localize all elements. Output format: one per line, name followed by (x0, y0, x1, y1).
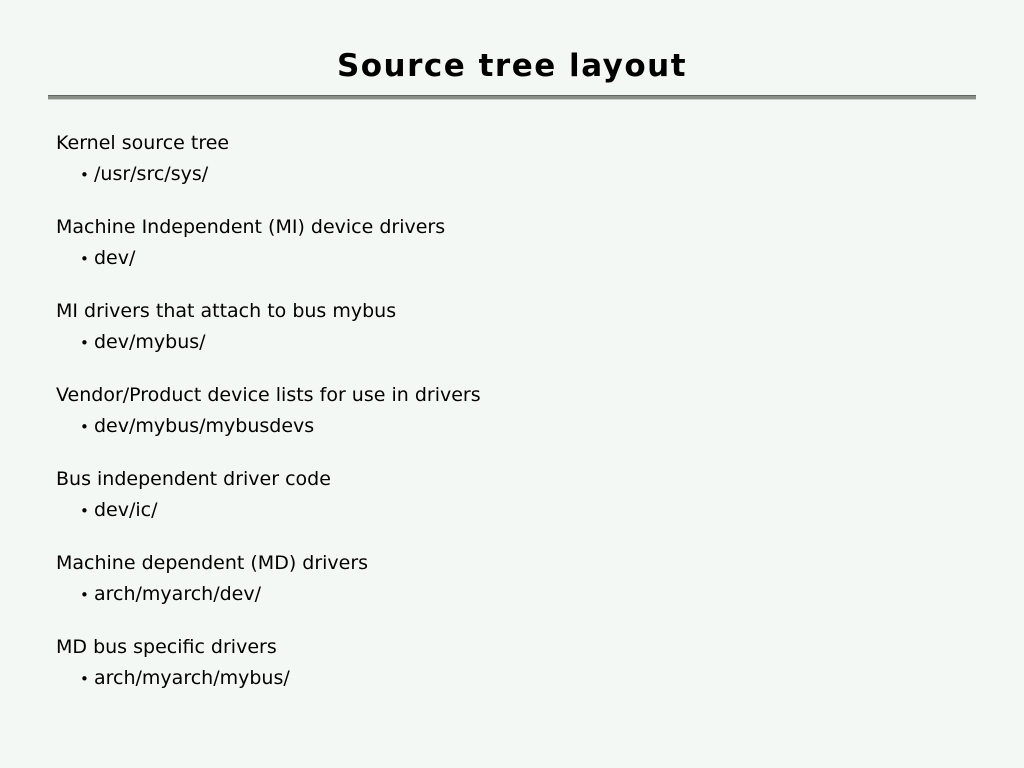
content-group (56, 214, 956, 272)
title-divider (48, 95, 976, 100)
group-heading: Bus independent driver code (56, 468, 331, 490)
group-heading: MI drivers that attach to bus mybus (56, 300, 397, 322)
list-item-label: arch/myarch/dev/ (94, 583, 262, 605)
group-heading: MD bus specific drivers (56, 636, 277, 658)
bullet-icon: • (80, 250, 89, 268)
bullet-icon: • (80, 586, 89, 604)
list-item (80, 161, 956, 188)
list-item-label: dev/ic/ (94, 499, 158, 521)
list-item-label: dev/mybus/ (94, 331, 206, 353)
content-group (56, 298, 956, 356)
list-item (80, 581, 956, 608)
content-group (56, 634, 956, 692)
group-heading: Machine dependent (MD) drivers (56, 552, 369, 574)
list-item-label: arch/myarch/mybus/ (94, 667, 290, 689)
bullet-icon: • (80, 166, 89, 184)
bullet-icon: • (80, 334, 89, 352)
group-heading: Kernel source tree (56, 132, 230, 154)
bullet-icon: • (80, 418, 89, 436)
list-item (80, 245, 956, 272)
list-item (80, 665, 956, 692)
content-group (56, 550, 956, 608)
content-group (56, 466, 956, 524)
list-item-label: dev/ (94, 247, 136, 269)
group-heading: Machine Independent (MI) device drivers (56, 216, 446, 238)
page-title: Source tree layout (336, 48, 688, 84)
list-item (80, 413, 956, 440)
slide-content (56, 130, 956, 692)
content-group (56, 382, 956, 440)
bullet-icon: • (80, 502, 89, 520)
content-group (56, 130, 956, 188)
group-heading: Vendor/Product device lists for use in drivers (56, 384, 481, 406)
list-item (80, 329, 956, 356)
list-item-label: dev/mybus/mybusdevs (94, 415, 315, 437)
list-item (80, 497, 956, 524)
bullet-icon: • (80, 670, 89, 688)
list-item-label: /usr/src/sys/ (94, 163, 209, 185)
